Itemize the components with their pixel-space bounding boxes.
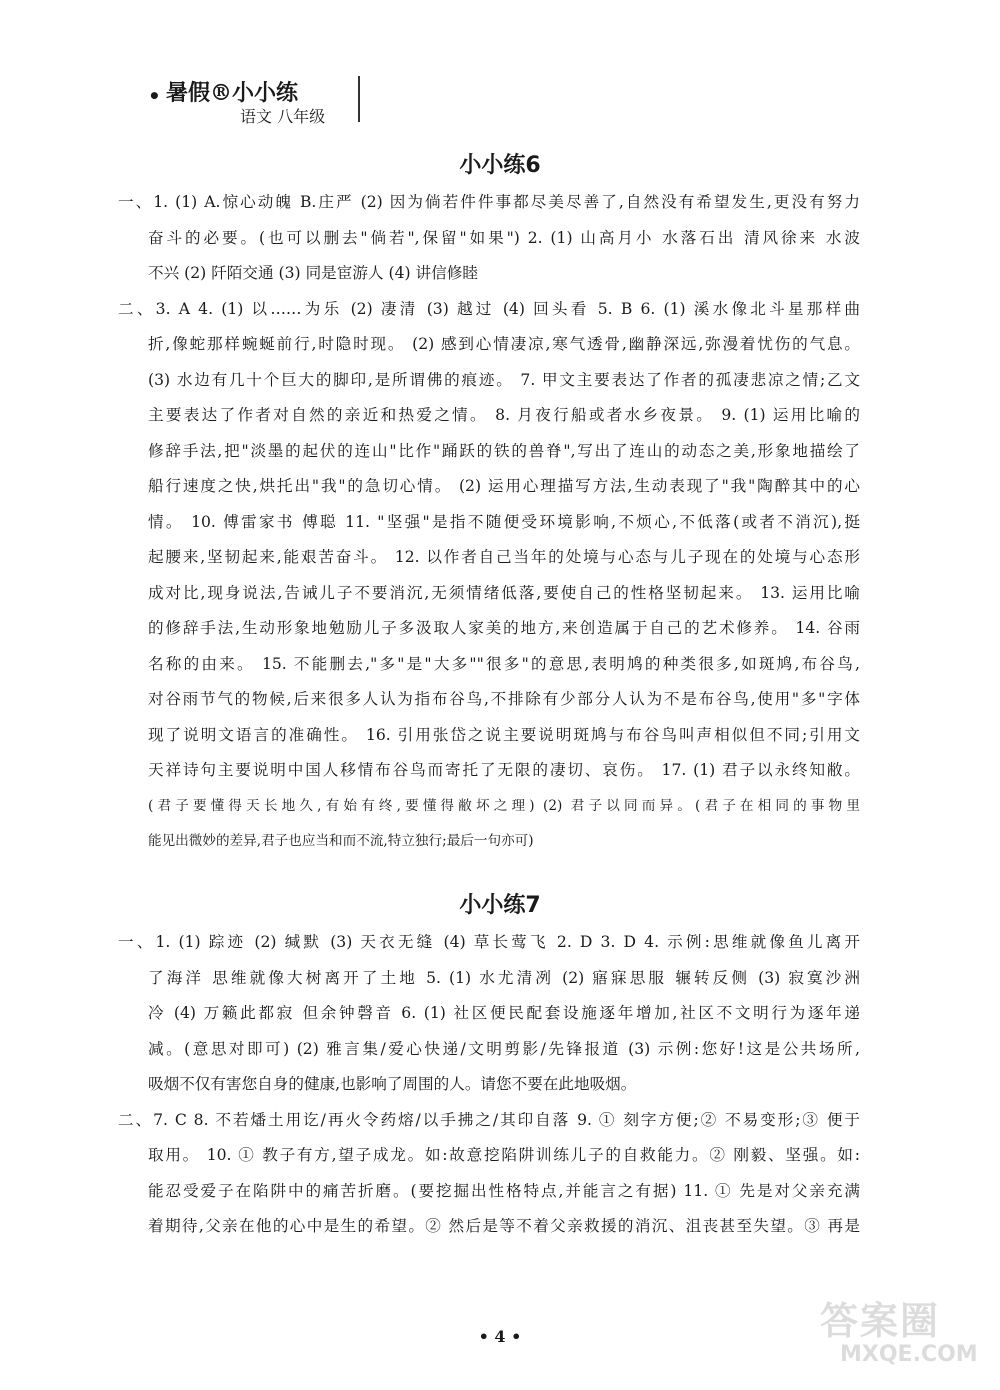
book-title: 暑假®小小练 [166,80,299,106]
answer-line: 天祥诗句主要说明中国人移情布谷鸟而寄托了无限的凄切、哀伤。 17. (1) 君子以永终知敝。 [148,761,860,779]
answer-line: 一、1. (1) A.惊心动魄 B.庄严 (2) 因为倘若件件事都尽美尽善了,自然没有希望发生,更没有努力 [118,193,860,211]
answer-line: 能忍受爱子在陷阱中的痛苦折磨。(要挖掘出性格特点,并能言之有据) 11. ① 先是对父亲充满 [148,1181,860,1200]
page-number: • 4 • [478,1327,522,1346]
answer-line: 减。(意思对即可) (2) 雅言集/爱心快递/文明剪影/先锋报道 (3) 示例:您好!这是公共场所, [148,1039,860,1058]
answer-line: 二、7. C 8. 不若燔土用讫/再火令药熔/以手拂之/其印自落 9. ① 刻字方便;② 不易变形;③ 便于 [118,1110,860,1129]
answer-line: 着期待,父亲在他的心中是生的希望。② 然后是等不着父亲救援的消沉、沮丧甚至失望。③ 再是 [148,1217,860,1235]
answer-line: 了海洋 思维就像大树离开了土地 5. (1) 水尤清冽 (2) 寤寐思服 辗转反侧 (3) 寂寞沙洲 [148,968,860,987]
answer-line: 情。 10. 傅雷家书 傅聪 11. "坚强"是指不随便受环境影响,不烦心,不低落(或者不消沉),挺 [148,512,860,531]
answer-line: 吸烟不仅有害您自身的健康,也影响了周围的人。请您不要在此地吸烟。 [148,1075,637,1093]
watermark-text: 答案圈 [820,1299,941,1343]
watermark-logo [800,1290,978,1380]
answer-line: 折,像蛇那样蜿蜒前行,时隐时现。 (2) 感到心情凄凉,寒气透骨,幽静深远,弥漫着忧伤的气息。 [148,335,860,353]
section-body-6 [118,185,860,860]
answer-line: 能见出微妙的差异,君子也应当和而不流,特立独行;最后一句亦可) [148,833,534,849]
answer-line: 不兴 (2) 阡陌交通 (3) 同是宦游人 (4) 讲信修睦 [148,264,478,282]
answer-line: 取用。 10. ① 教子有方,望子成龙。如:故意挖陷阱训练儿子的自救能力。② 刚毅、坚强。如: [148,1146,860,1164]
book-subtitle: 语文 八年级 [240,107,326,126]
answer-line: 奋斗的必要。(也可以删去"倘若",保留"如果") 2. (1) 山高月小 水落石出 清风徐来 水波 [148,228,860,247]
answer-line: 的修辞手法,生动形象地勉励儿子多汲取人家美的地方,来创造属于自己的艺术修养。 14. 谷雨 [148,619,860,637]
section-heading-6: 小小练6 [459,153,541,178]
section-heading-7: 小小练7 [459,893,541,918]
answer-line: 冷 (4) 万籁此都寂 但余钟磬音 6. (1) 社区便民配套设施逐年增加,社区不文明行为逐年递 [148,1004,860,1022]
answer-line: 修辞手法,把"淡墨的起伏的连山"比作"踊跃的铁的兽脊",写出了连山的动态之美,形象地描绘了 [148,441,860,460]
answer-line: 主要表达了作者对自然的亲近和热爱之情。 8. 月夜行船或者水乡夜景。 9. (1) 运用比喻的 [148,406,860,424]
answer-line: 二、3. A 4. (1) 以……为乐 (2) 凄清 (3) 越过 (4) 回头看 5. B 6. (1) 溪水像北斗星那样曲 [118,299,860,318]
watermark-url: MXQE.COM [840,1342,978,1367]
section-body-7 [118,925,860,1245]
answer-line: 对谷雨节气的物候,后来很多人认为指布谷鸟,不排除有少部分人认为不是布谷鸟,使用"多"字体 [148,690,860,708]
answer-line: 成对比,现身说法,告诫儿子不要消沉,无须情绪低落,要使自己的性格坚韧起来。 13. 运用比喻 [148,583,860,602]
answer-line: 船行速度之快,烘托出"我"的急切心情。 (2) 运用心理描写方法,生动表现了"我"陶醉其中的心 [148,477,860,495]
answer-line: (3) 水边有几十个巨大的脚印,是所谓佛的痕迹。 7. 甲文主要表达了作者的孤凄悲凉之情;乙文 [148,370,860,389]
answer-line: 起腰来,坚韧起来,能艰苦奋斗。 12. 以作者自己当年的处境与心态与儿子现在的处境与心态形 [148,548,860,566]
header-divider [358,76,360,122]
answer-line: 名称的由来。 15. 不能删去,"多"是"大多""很多"的意思,表明鸠的种类很多,如斑鸠,布谷鸟, [148,654,860,673]
answer-line: 一、1. (1) 踪迹 (2) 缄默 (3) 天衣无缝 (4) 草长莺飞 2. D 3. D 4. 示例:思维就像鱼儿离开 [118,933,860,951]
header-bullet: • [148,84,161,108]
answer-line: 现了说明文语言的准确性。 16. 引用张岱之说主要说明斑鸠与布谷鸟叫声相似但不同;引用文 [148,725,860,744]
answer-line: (君子要懂得天长地久,有始有终,要懂得敝坏之理) (2) 君子以同而异。(君子在相同的事物里 [148,797,860,814]
